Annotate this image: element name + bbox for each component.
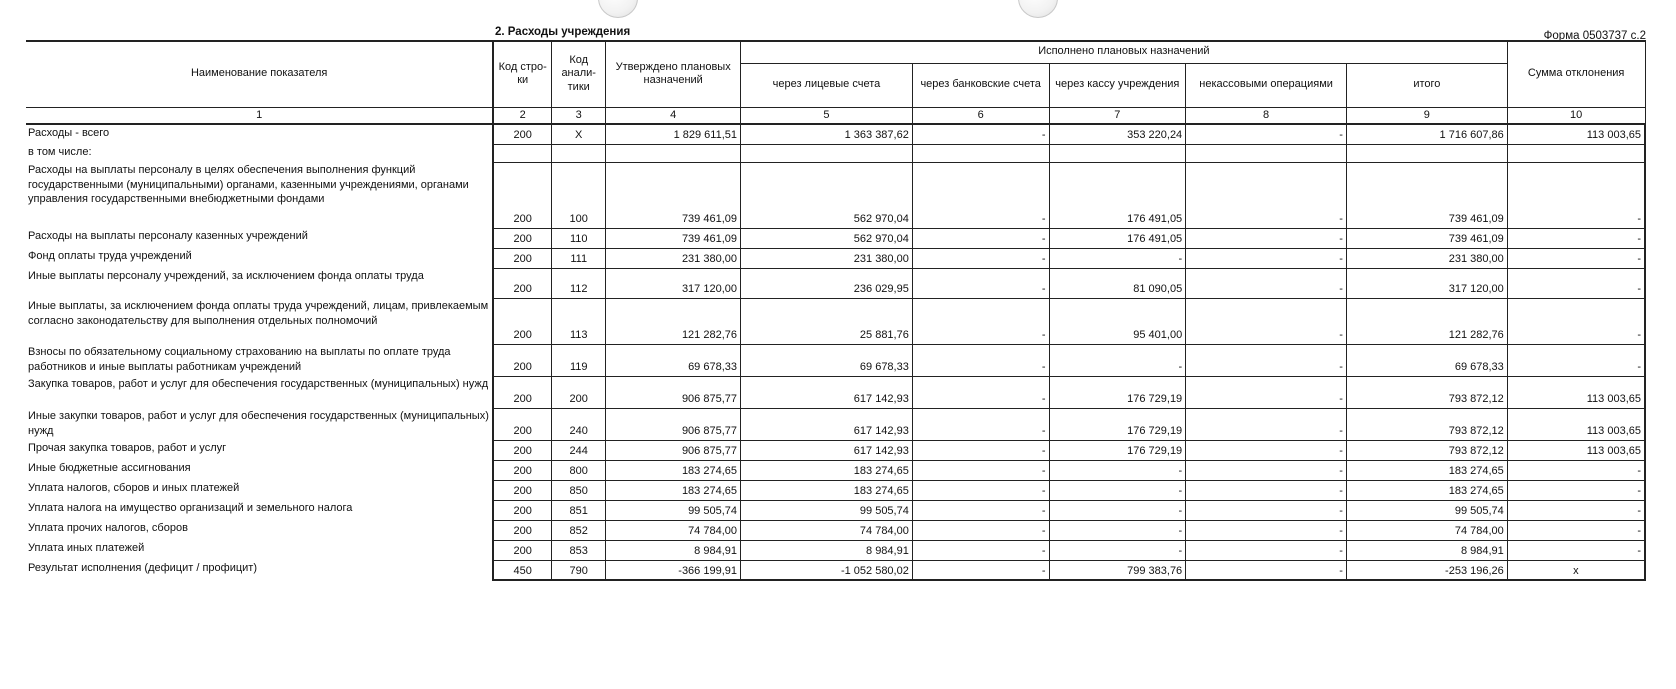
row-non-cash: -	[1186, 560, 1347, 580]
header-code: Код стро-ки	[493, 41, 551, 107]
table-row	[26, 298, 1645, 344]
row-deviation: -	[1507, 520, 1645, 540]
table-row	[26, 124, 1645, 144]
row-deviation: -	[1507, 540, 1645, 560]
row-name: Уплата налогов, сборов и иных платежей	[26, 480, 493, 500]
row-code: 200	[493, 298, 551, 344]
table-row	[26, 500, 1645, 520]
column-number: 1	[26, 107, 493, 124]
row-total: 793 872,12	[1346, 408, 1507, 440]
row-name: Иные закупки товаров, работ и услуг для обеспечения государственных (муниципальных) нужд	[26, 408, 493, 440]
row-personal-accounts: 25 881,76	[741, 298, 913, 344]
row-non-cash: -	[1186, 408, 1347, 440]
row-deviation: 113 003,65	[1507, 376, 1645, 408]
row-personal-accounts: 236 029,95	[741, 268, 913, 298]
row-deviation: -	[1507, 480, 1645, 500]
row-approved: 74 784,00	[606, 520, 741, 540]
row-analytics: 111	[552, 248, 606, 268]
row-approved: 8 984,91	[606, 540, 741, 560]
row-approved: 739 461,09	[606, 228, 741, 248]
row-bank-accounts: -	[912, 460, 1049, 480]
row-cash-desk: 176 491,05	[1049, 228, 1186, 248]
row-non-cash: -	[1186, 248, 1347, 268]
table-row	[26, 520, 1645, 540]
row-code: 200	[493, 540, 551, 560]
header-name: Наименование показателя	[26, 41, 493, 107]
row-cash-desk: -	[1049, 480, 1186, 500]
row-total: 183 274,65	[1346, 480, 1507, 500]
row-personal-accounts: 617 142,93	[741, 408, 913, 440]
row-personal-accounts: 1 363 387,62	[741, 124, 913, 144]
header-total: итого	[1346, 63, 1507, 107]
row-cash-desk: 799 383,76	[1049, 560, 1186, 580]
row-name: Расходы на выплаты персоналу в целях обеспечения выполнения функций государственными (муниципальными) органами, казенными учреждениями, органами управления государственными внебюджетными фондами	[26, 162, 493, 228]
column-number: 2	[493, 107, 551, 124]
row-analytics: X	[552, 124, 606, 144]
row-bank-accounts: -	[912, 248, 1049, 268]
row-name: Уплата иных платежей	[26, 540, 493, 560]
table-row	[26, 460, 1645, 480]
row-bank-accounts: -	[912, 520, 1049, 540]
punch-hole-right	[1018, 0, 1058, 18]
row-approved: 231 380,00	[606, 248, 741, 268]
row-total: 8 984,91	[1346, 540, 1507, 560]
row-code: 200	[493, 268, 551, 298]
row-cash-desk: -	[1049, 248, 1186, 268]
row-analytics: 110	[552, 228, 606, 248]
row-name: Результат исполнения (дефицит / профицит)	[26, 560, 493, 580]
row-total: 99 505,74	[1346, 500, 1507, 520]
row-cash-desk: 81 090,05	[1049, 268, 1186, 298]
row-deviation: -	[1507, 344, 1645, 376]
row-analytics: 113	[552, 298, 606, 344]
row-approved: 906 875,77	[606, 376, 741, 408]
row-non-cash: -	[1186, 480, 1347, 500]
row-bank-accounts: -	[912, 376, 1049, 408]
header-cash-desk: через кассу учреждения	[1049, 63, 1186, 107]
row-personal-accounts: 231 380,00	[741, 248, 913, 268]
row-non-cash: -	[1186, 228, 1347, 248]
row-code: 200	[493, 480, 551, 500]
column-number: 4	[606, 107, 741, 124]
row-code	[493, 144, 551, 162]
row-personal-accounts: 562 970,04	[741, 162, 913, 228]
row-approved: 69 678,33	[606, 344, 741, 376]
row-total: -253 196,26	[1346, 560, 1507, 580]
row-total: 793 872,12	[1346, 440, 1507, 460]
row-approved: 183 274,65	[606, 460, 741, 480]
row-total: 739 461,09	[1346, 162, 1507, 228]
row-cash-desk	[1049, 144, 1186, 162]
row-name: Иные выплаты персоналу учреждений, за исключением фонда оплаты труда	[26, 268, 493, 298]
row-bank-accounts: -	[912, 480, 1049, 500]
row-deviation: -	[1507, 500, 1645, 520]
row-deviation: -	[1507, 162, 1645, 228]
form-code: Форма 0503737 с.2	[1543, 30, 1646, 42]
row-total: 317 120,00	[1346, 268, 1507, 298]
table-row	[26, 144, 1645, 162]
row-bank-accounts: -	[912, 408, 1049, 440]
row-name: Уплата прочих налогов, сборов	[26, 520, 493, 540]
row-analytics: 244	[552, 440, 606, 460]
row-approved: 183 274,65	[606, 480, 741, 500]
row-name: Уплата налога на имущество организаций и земельного налога	[26, 500, 493, 520]
table-row	[26, 408, 1645, 440]
row-analytics: 790	[552, 560, 606, 580]
table-row	[26, 376, 1645, 408]
row-bank-accounts: -	[912, 560, 1049, 580]
punch-hole-left	[598, 0, 638, 18]
row-deviation: 113 003,65	[1507, 440, 1645, 460]
row-approved: 121 282,76	[606, 298, 741, 344]
row-analytics: 852	[552, 520, 606, 540]
row-code: 200	[493, 376, 551, 408]
row-personal-accounts	[741, 144, 913, 162]
row-approved: -366 199,91	[606, 560, 741, 580]
row-personal-accounts: 69 678,33	[741, 344, 913, 376]
row-deviation: 113 003,65	[1507, 408, 1645, 440]
row-name: Закупка товаров, работ и услуг для обеспечения государственных (муниципальных) нужд	[26, 376, 493, 408]
row-analytics: 800	[552, 460, 606, 480]
row-bank-accounts: -	[912, 268, 1049, 298]
table-row	[26, 560, 1645, 580]
row-non-cash: -	[1186, 162, 1347, 228]
row-bank-accounts: -	[912, 500, 1049, 520]
row-cash-desk: 176 491,05	[1049, 162, 1186, 228]
row-cash-desk: 176 729,19	[1049, 376, 1186, 408]
row-analytics: 200	[552, 376, 606, 408]
row-name: Расходы - всего	[26, 124, 493, 144]
row-non-cash: -	[1186, 124, 1347, 144]
row-total: 793 872,12	[1346, 376, 1507, 408]
section-title: 2. Расходы учреждения	[495, 26, 631, 38]
row-name: Прочая закупка товаров, работ и услуг	[26, 440, 493, 460]
row-code: 200	[493, 228, 551, 248]
row-name: Расходы на выплаты персоналу казенных учреждений	[26, 228, 493, 248]
row-name: Иные бюджетные ассигнования	[26, 460, 493, 480]
row-deviation: -	[1507, 298, 1645, 344]
row-name: Взносы по обязательному социальному страхованию на выплаты по оплате труда работников и иные выплаты работникам учреждений	[26, 344, 493, 376]
expenses-table	[26, 40, 1646, 581]
row-deviation: -	[1507, 268, 1645, 298]
row-approved: 906 875,77	[606, 440, 741, 460]
row-bank-accounts: -	[912, 124, 1049, 144]
row-bank-accounts	[912, 144, 1049, 162]
row-personal-accounts: 8 984,91	[741, 540, 913, 560]
row-personal-accounts: 74 784,00	[741, 520, 913, 540]
row-cash-desk: 353 220,24	[1049, 124, 1186, 144]
row-analytics	[552, 144, 606, 162]
row-bank-accounts: -	[912, 162, 1049, 228]
row-approved	[606, 144, 741, 162]
row-total	[1346, 144, 1507, 162]
row-total: 74 784,00	[1346, 520, 1507, 540]
row-code: 200	[493, 440, 551, 460]
row-analytics: 240	[552, 408, 606, 440]
row-non-cash	[1186, 144, 1347, 162]
row-analytics: 119	[552, 344, 606, 376]
row-name: Иные выплаты, за исключением фонда оплаты труда учреждений, лицам, привлекаемым согласно законодательству для выполнения отдельных полномочий	[26, 298, 493, 344]
row-bank-accounts: -	[912, 344, 1049, 376]
row-personal-accounts: 617 142,93	[741, 376, 913, 408]
row-deviation: x	[1507, 560, 1645, 580]
row-deviation	[1507, 144, 1645, 162]
row-personal-accounts: -1 052 580,02	[741, 560, 913, 580]
table-row	[26, 248, 1645, 268]
row-cash-desk: -	[1049, 344, 1186, 376]
row-deviation: -	[1507, 460, 1645, 480]
row-name: Фонд оплаты труда учреждений	[26, 248, 493, 268]
row-personal-accounts: 183 274,65	[741, 460, 913, 480]
column-number: 10	[1507, 107, 1645, 124]
row-cash-desk: -	[1049, 500, 1186, 520]
row-approved: 1 829 611,51	[606, 124, 741, 144]
row-personal-accounts: 562 970,04	[741, 228, 913, 248]
header-approved: Утверждено плановых назначений	[606, 41, 741, 107]
header-executed-group: Исполнено плановых назначений	[741, 41, 1508, 63]
row-non-cash: -	[1186, 298, 1347, 344]
row-analytics: 850	[552, 480, 606, 500]
row-cash-desk: 176 729,19	[1049, 408, 1186, 440]
row-bank-accounts: -	[912, 298, 1049, 344]
table-row	[26, 540, 1645, 560]
column-number: 6	[912, 107, 1049, 124]
row-personal-accounts: 617 142,93	[741, 440, 913, 460]
row-deviation: 113 003,65	[1507, 124, 1645, 144]
row-total: 231 380,00	[1346, 248, 1507, 268]
row-non-cash: -	[1186, 440, 1347, 460]
row-code: 200	[493, 248, 551, 268]
row-approved: 317 120,00	[606, 268, 741, 298]
header-deviation: Сумма отклонения	[1507, 41, 1645, 107]
row-analytics: 851	[552, 500, 606, 520]
row-bank-accounts: -	[912, 440, 1049, 460]
row-approved: 906 875,77	[606, 408, 741, 440]
row-personal-accounts: 183 274,65	[741, 480, 913, 500]
header-bank-accounts: через банковские счета	[912, 63, 1049, 107]
row-non-cash: -	[1186, 520, 1347, 540]
header-personal-accounts: через лицевые счета	[741, 63, 913, 107]
row-code: 450	[493, 560, 551, 580]
row-total: 121 282,76	[1346, 298, 1507, 344]
row-cash-desk: 176 729,19	[1049, 440, 1186, 460]
row-non-cash: -	[1186, 344, 1347, 376]
row-code: 200	[493, 500, 551, 520]
row-deviation: -	[1507, 248, 1645, 268]
table-row	[26, 268, 1645, 298]
header-non-cash: некассовыми операциями	[1186, 63, 1347, 107]
table-row	[26, 344, 1645, 376]
column-number: 8	[1186, 107, 1347, 124]
row-bank-accounts: -	[912, 540, 1049, 560]
row-cash-desk: -	[1049, 460, 1186, 480]
row-code: 200	[493, 460, 551, 480]
row-code: 200	[493, 344, 551, 376]
row-analytics: 100	[552, 162, 606, 228]
row-non-cash: -	[1186, 540, 1347, 560]
table-body	[26, 124, 1645, 580]
row-approved: 739 461,09	[606, 162, 741, 228]
row-cash-desk: -	[1049, 520, 1186, 540]
row-analytics: 853	[552, 540, 606, 560]
table-row	[26, 440, 1645, 460]
table-row	[26, 480, 1645, 500]
row-code: 200	[493, 124, 551, 144]
row-non-cash: -	[1186, 500, 1347, 520]
row-total: 739 461,09	[1346, 228, 1507, 248]
column-number: 3	[552, 107, 606, 124]
row-non-cash: -	[1186, 376, 1347, 408]
row-personal-accounts: 99 505,74	[741, 500, 913, 520]
column-number: 9	[1346, 107, 1507, 124]
row-non-cash: -	[1186, 268, 1347, 298]
row-bank-accounts: -	[912, 228, 1049, 248]
row-name: в том числе:	[26, 144, 493, 162]
row-total: 183 274,65	[1346, 460, 1507, 480]
column-number: 5	[741, 107, 913, 124]
row-approved: 99 505,74	[606, 500, 741, 520]
table-row	[26, 228, 1645, 248]
row-code: 200	[493, 162, 551, 228]
row-total: 69 678,33	[1346, 344, 1507, 376]
row-total: 1 716 607,86	[1346, 124, 1507, 144]
row-code: 200	[493, 520, 551, 540]
row-cash-desk: 95 401,00	[1049, 298, 1186, 344]
column-number: 7	[1049, 107, 1186, 124]
row-deviation: -	[1507, 228, 1645, 248]
row-non-cash: -	[1186, 460, 1347, 480]
header-analytics: Код анали-тики	[552, 41, 606, 107]
row-code: 200	[493, 408, 551, 440]
row-cash-desk: -	[1049, 540, 1186, 560]
table-row	[26, 162, 1645, 228]
row-analytics: 112	[552, 268, 606, 298]
